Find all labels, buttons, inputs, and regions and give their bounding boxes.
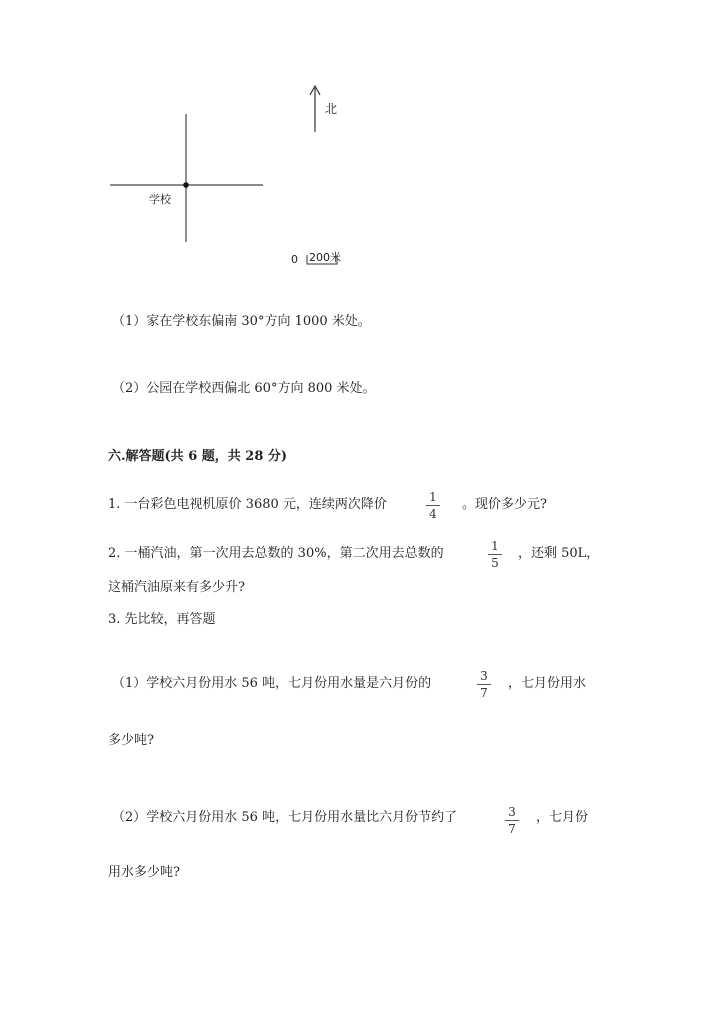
section-heading: 六.解答题(共 6 题，共 28 分) (108, 449, 288, 464)
q1-text: 1. 一台彩色电视机原价 3680 元，连续两次降价 (108, 497, 387, 512)
q1-fraction (426, 491, 440, 520)
q1-frac-num: 1 (429, 490, 437, 504)
q3-sub1-text: （1）学校六月份用水 56 吨，七月份用水量是六月份的 (112, 676, 432, 691)
q1-text-after: 。现价多少元? (462, 497, 547, 512)
direction-item-2: （2）公园在学校西偏北 60°方向 800 米处。 (112, 381, 376, 396)
direction-item-1: （1）家在学校东偏南 30°方向 1000 米处。 (112, 314, 371, 329)
q3-sub2-frac-num: 3 (508, 805, 516, 819)
q3-sub2-text-after: ，七月份 (536, 810, 589, 825)
q3-sub1-line2: 多少吨? (108, 733, 154, 748)
q3-sub2-fraction (505, 806, 519, 835)
school-point (183, 182, 189, 188)
q3-title: 3. 先比较，再答题 (108, 612, 216, 627)
q2-fraction (488, 540, 502, 569)
scale-zero: 0 (291, 253, 298, 266)
q3-sub2-frac-bar (505, 820, 519, 821)
direction-diagram (0, 0, 720, 280)
q2-frac-bar (488, 554, 502, 555)
q2-text-line2: 这桶汽油原来有多少升? (108, 580, 245, 595)
q3-sub2-line2: 用水多少吨? (108, 865, 180, 880)
q1-frac-den: 4 (429, 507, 437, 521)
scale-label: 200米 (309, 251, 341, 264)
q2-text-after: ，还剩 50L， (518, 546, 600, 561)
q2-frac-den: 5 (491, 556, 499, 570)
q3-sub1-text-after: ，七月份用水 (508, 676, 587, 691)
q3-sub1-frac-bar (477, 684, 491, 685)
q3-sub2-text: （2）学校六月份用水 56 吨，七月份用水量比六月份节约了 (112, 810, 458, 825)
q3-sub1-frac-den: 7 (480, 686, 488, 700)
north-label: 北 (325, 102, 338, 116)
q1-frac-bar (426, 505, 440, 506)
q3-sub1-frac-num: 3 (480, 669, 488, 683)
school-label: 学校 (149, 193, 171, 206)
q3-sub1-fraction (477, 670, 491, 699)
q2-text: 2. 一桶汽油，第一次用去总数的 30%，第二次用去总数的 (108, 546, 444, 561)
q3-sub2-frac-den: 7 (508, 822, 516, 836)
q2-frac-num: 1 (491, 539, 499, 553)
